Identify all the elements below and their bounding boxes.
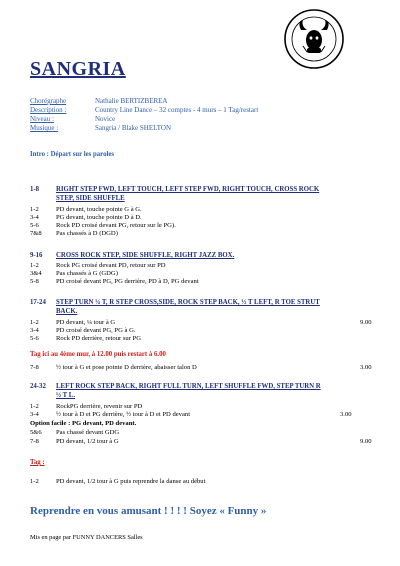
section-heading-1-8 <box>30 186 380 203</box>
section-heading-24-32 <box>30 383 380 400</box>
section-heading-9-16 <box>30 252 380 261</box>
tag-note: Tag ici au 4ème mur, à 12.00 puis restart à 6.00 <box>30 351 166 358</box>
section-title-line1: RIGHT STEP FWD, LEFT TOUCH, LEFT STEP FWD, RIGHT TOUCH, CROSS ROCK <box>56 186 320 193</box>
step-count: 5-6 <box>30 222 39 229</box>
section-title-line2: BACK. <box>56 307 78 315</box>
step-count: 7-8 <box>30 364 39 371</box>
step-description: PD devant, touche pointe G à G. <box>56 206 142 213</box>
section-number: 24-32 <box>30 383 46 390</box>
step-description: PD devant, ¼ tour à G <box>56 319 116 326</box>
step-count: 7&8 <box>30 230 42 237</box>
section-title-line2: ½ T L. <box>56 391 76 399</box>
section-title-line1: CROSS ROCK STEP, SIDE SHUFFLE, RIGHT JAZZ BOX. <box>56 252 235 259</box>
step-description: Rock PG croisé devant PD, retour sur PD <box>56 262 166 269</box>
meta-value-musique: Sangria / Blake SHELTON <box>95 124 172 132</box>
step-description: Pas chassé devant GDG <box>56 429 120 436</box>
wall-clock: 3.00 <box>360 364 372 371</box>
section-number: 9-16 <box>30 252 43 259</box>
step-description: PG devant, touche pointe D à D. <box>56 214 142 221</box>
wall-clock: 9.00 <box>360 438 372 445</box>
meta-value-niveau: Novice <box>95 115 116 123</box>
section-title-line1: LEFT ROCK STEP BACK, RIGHT FULL TURN, LEFT SHUFFLE FWD, STEP TURN R <box>56 383 321 390</box>
step-description: PD devant, 1/2 tour à G puis reprendre la danse au début <box>56 478 206 485</box>
funny-dancers-logo <box>283 8 345 70</box>
meta-key-choregraphe: Chorégraphe <box>30 97 67 105</box>
step-description: PD croisé devant PG, PG à G. <box>56 327 136 334</box>
section-title-line2: STEP, SIDE SHUFFLE <box>56 194 125 202</box>
option-label: Option facile : PG devant, PD devant. <box>30 420 137 427</box>
meta-value-description: Country Line Dance – 32 comptes - 4 murs – 1 Tag/restart <box>95 106 259 114</box>
slogan: Reprendre en vous amusant ! ! ! ! Soyez « Funny » <box>30 505 267 517</box>
page-title: SANGRIA <box>30 58 126 80</box>
step-description: Rock PD croisé devant PG, retour sur le PG). <box>56 222 176 229</box>
step-description: PD devant, 1/2 tour à G <box>56 438 119 445</box>
step-description: Pas chassés à D (DGD) <box>56 230 118 237</box>
step-count: 5&6 <box>30 429 42 436</box>
footer-credit: Mis en page par FUNNY DANCERS Salles <box>30 534 143 541</box>
meta-key-description: Description : <box>30 106 67 114</box>
wall-clock: 3.00 <box>340 411 352 418</box>
step-count: 1-2 <box>30 478 39 485</box>
step-count: 1-2 <box>30 319 39 326</box>
section-number: 17-24 <box>30 299 46 306</box>
step-count: 1-2 <box>30 262 39 269</box>
section-heading-17-24 <box>30 299 380 316</box>
step-count: 5-6 <box>30 335 39 342</box>
step-count: 3&4 <box>30 270 42 277</box>
step-description: ½ tour à D et PG derrière, ½ tour à D et PD devant <box>56 411 191 418</box>
step-description: Rock PD derrière, retour sur PG <box>56 335 141 342</box>
step-count: 5-8 <box>30 278 39 285</box>
step-count: 1-2 <box>30 206 39 213</box>
step-description: Pas chassés à G (GDG) <box>56 270 118 277</box>
step-count: 3-4 <box>30 214 39 221</box>
step-count: 3-4 <box>30 411 39 418</box>
section-title-line1: STEP TURN ¼ T, R STEP CROSS,SIDE, ROCK STEP BACK, ½ T LEFT, R TOE STRUT <box>56 299 320 306</box>
tag-title: Tag : <box>30 459 45 466</box>
step-description: RockPG derrière, revenir sur PD <box>56 403 143 410</box>
step-count: 3-4 <box>30 327 39 334</box>
step-description: ½ tour à G et pose pointe D derrière, abaisser talon D <box>56 364 197 371</box>
step-count: 7-8 <box>30 438 39 445</box>
intro-text: Intro : Départ sur les paroles <box>30 151 115 158</box>
meta-value-choregraphe: Nathalie BERTIZBEREA <box>95 97 168 105</box>
meta-key-niveau: Niveau : <box>30 115 54 123</box>
step-description: PD croisé devant PG, PG derrière, PD à D, PG devant <box>56 278 199 285</box>
wall-clock: 9.00 <box>360 319 372 326</box>
step-count: 1-2 <box>30 403 39 410</box>
section-number: 1-8 <box>30 186 40 193</box>
meta-key-musique: Musique : <box>30 124 59 132</box>
